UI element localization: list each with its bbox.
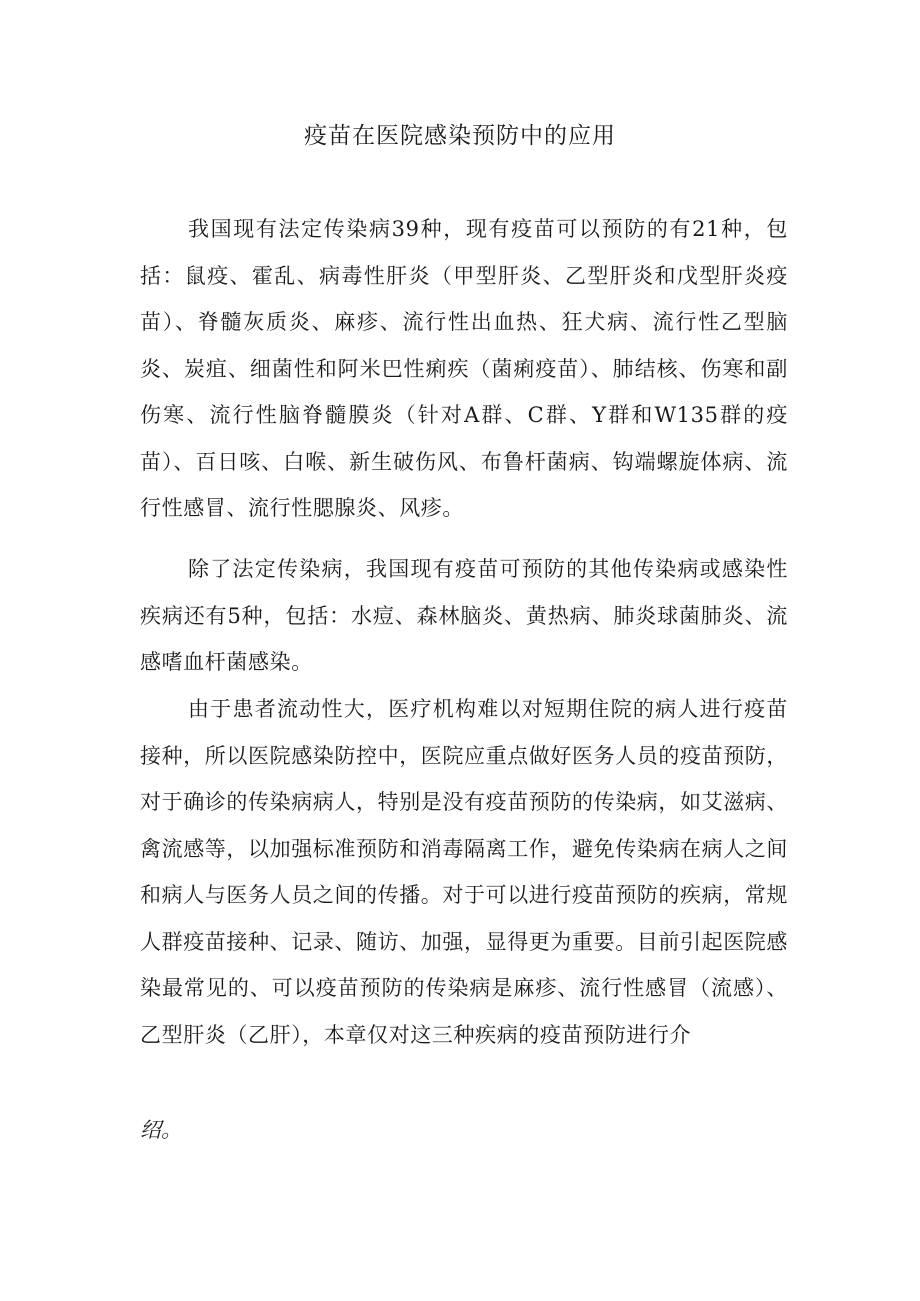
paragraph-hospital-prevention: 由于患者流动性大，医疗机构难以对短期住院的病人进行疫苗接种，所以医院感染防控中，医院应重点做好医务人员的疫苗预防，对于确诊的传染病病人，特别是没有疫苗预防的传染病，如艾滋病、禽流感等，以加强标准预防和消毒隔离工作，避免传染病在病人之间和病人与医务人员之间的传播。对于可以进行疫苗预防的疾病，常规人群疫苗接种、记录、随访、加强，显得更为重要。目前引起医院感染最常见的、可以疫苗预防的传染病是麻疹、流行性感冒（流感）、乙型肝炎（乙肝），本章仅对这三种疾病的疫苗预防进行介 (140, 697, 788, 1047)
paragraph-tail: 绍。 (140, 1118, 182, 1142)
paragraph-statutory-diseases: 我国现有法定传染病39种，现有疫苗可以预防的有21种，包括：鼠疫、霍乱、病毒性肝炎（甲型肝炎、乙型肝炎和戊型肝炎疫苗）、脊髓灰质炎、麻疹、流行性出血热、狂犬病、流行性乙型脑炎、炭疽、细菌性和阿米巴性痢疾（菌痢疫苗）、肺结核、伤寒和副伤寒、流行性脑脊髓膜炎（针对A群、C群、Y群和W135群的疫苗）、百日咳、白喉、新生破伤风、布鲁杆菌病、钩端螺旋体病、流行性感冒、流行性腮腺炎、风疹。 (140, 217, 788, 520)
paragraph-other-diseases: 除了法定传染病，我国现有疫苗可预防的其他传染病或感染性疾病还有5种，包括：水痘、森林脑炎、黄热病、肺炎球菌肺炎、流感嗜血杆菌感染。 (140, 557, 788, 674)
page-title: 疫苗在医院感染预防中的应用 (304, 123, 616, 149)
